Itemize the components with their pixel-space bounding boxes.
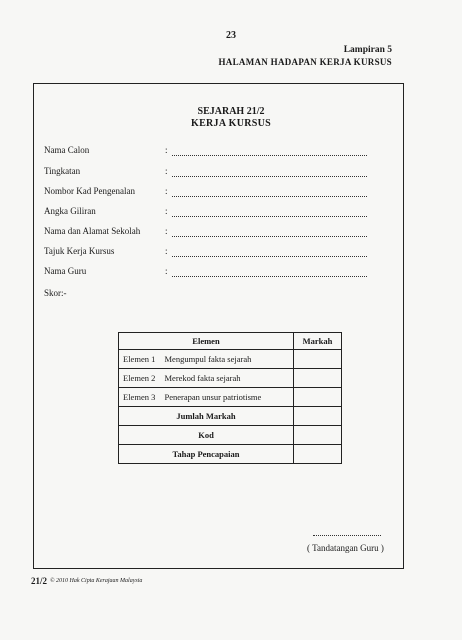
field-line-angka-giliran[interactable] — [172, 216, 367, 217]
table-row — [119, 388, 342, 407]
mark-cell[interactable] — [294, 388, 342, 407]
mark-cell[interactable] — [294, 369, 342, 388]
subject-title: SEJARAH 21/2 — [197, 106, 265, 117]
element-number: Elemen 1 — [119, 350, 161, 369]
score-label: Skor:- — [44, 288, 67, 298]
field-colon: : — [165, 186, 168, 196]
field-line-nama-alamat-sekolah[interactable] — [172, 236, 367, 237]
field-colon: : — [165, 266, 168, 276]
signature-line[interactable] — [313, 535, 381, 536]
element-description: Penerapan unsur patriotisme — [161, 388, 294, 407]
appendix-label: Lampiran 5 — [343, 45, 392, 55]
table-header-elemen: Elemen — [119, 333, 294, 350]
field-colon: : — [165, 166, 168, 176]
signature-label: ( Tandatangan Guru ) — [307, 543, 384, 553]
table-row — [119, 350, 342, 369]
table-summary-row — [119, 407, 342, 426]
field-colon: : — [165, 145, 168, 155]
field-label-nama-guru: Nama Guru — [44, 266, 87, 276]
field-colon: : — [165, 226, 168, 236]
code-label: Kod — [119, 426, 294, 445]
field-line-nombor-kad[interactable] — [172, 196, 367, 197]
document-title: HALAMAN HADAPAN KERJA KURSUS — [218, 57, 392, 67]
field-label-tajuk-kerja-kursus: Tajuk Kerja Kursus — [44, 246, 115, 256]
table-header-row — [119, 333, 342, 350]
code-cell[interactable] — [294, 426, 342, 445]
field-label-tingkatan: Tingkatan — [44, 166, 81, 176]
achievement-level-label: Tahap Pencapaian — [119, 445, 294, 464]
footer-paper-code: 21/2 — [31, 576, 48, 586]
page-number: 23 — [226, 30, 236, 41]
marks-table — [118, 332, 342, 464]
field-line-tajuk-kerja-kursus[interactable] — [172, 256, 367, 257]
element-description: Merekod fakta sejarah — [161, 369, 294, 388]
coursework-title: KERJA KURSUS — [190, 118, 271, 129]
field-colon: : — [165, 246, 168, 256]
element-number: Elemen 2 — [119, 369, 161, 388]
field-line-tingkatan[interactable] — [172, 176, 367, 177]
total-marks-label: Jumlah Markah — [119, 407, 294, 426]
field-label-angka-giliran: Angka Giliran — [44, 206, 96, 216]
achievement-level-cell[interactable] — [294, 445, 342, 464]
footer-copyright: © 2010 Hak Cipta Kerajaan Malaysia — [50, 578, 143, 584]
field-label-nama-alamat-sekolah: Nama dan Alamat Sekolah — [44, 226, 141, 236]
table-row — [119, 369, 342, 388]
field-line-nama-calon[interactable] — [172, 155, 367, 156]
field-colon: : — [165, 206, 168, 216]
mark-cell[interactable] — [294, 350, 342, 369]
table-summary-row — [119, 445, 342, 464]
table-summary-row — [119, 426, 342, 445]
table-header-markah: Markah — [294, 333, 342, 350]
field-line-nama-guru[interactable] — [172, 276, 367, 277]
element-description: Mengumpul fakta sejarah — [161, 350, 294, 369]
element-number: Elemen 3 — [119, 388, 161, 407]
field-label-nombor-kad: Nombor Kad Pengenalan — [44, 186, 135, 196]
total-marks-cell[interactable] — [294, 407, 342, 426]
field-label-nama-calon: Nama Calon — [44, 145, 90, 155]
